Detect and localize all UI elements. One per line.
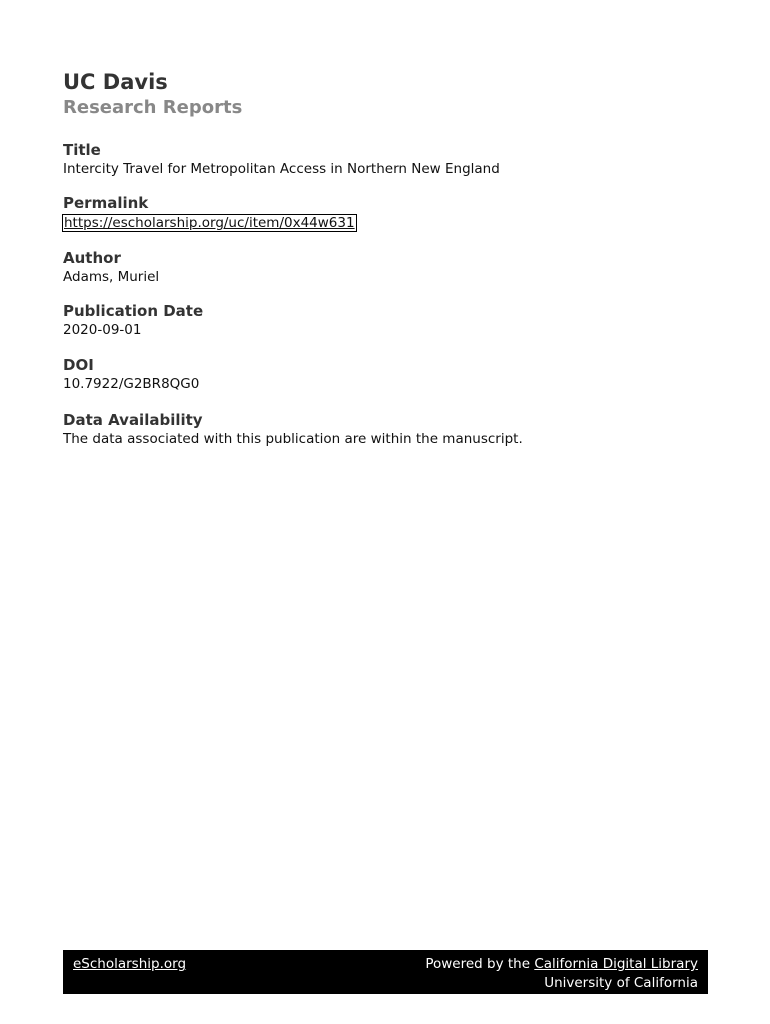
powered-by-text: Powered by the	[425, 956, 535, 972]
doi-value: 10.7922/G2BR8QG0	[63, 376, 200, 392]
publication-date-value: 2020-09-01	[63, 322, 142, 338]
title-value: Intercity Travel for Metropolitan Access in Northern New England	[63, 161, 500, 177]
powered-by-line	[425, 955, 698, 974]
permalink-field	[63, 193, 356, 233]
institution-name: UC Davis	[63, 70, 168, 94]
footer-left	[73, 955, 186, 974]
author-label: Author	[63, 249, 121, 267]
publication-date-label: Publication Date	[63, 302, 204, 320]
title-field	[63, 140, 500, 179]
publication-date-field	[63, 301, 203, 340]
doi-label: DOI	[63, 356, 94, 374]
permalink-label: Permalink	[63, 194, 149, 212]
author-value: Adams, Muriel	[63, 269, 160, 285]
footer-bar	[63, 950, 708, 994]
permalink-link[interactable]: https://escholarship.org/uc/item/0x44w631	[64, 215, 355, 231]
data-availability-field	[63, 410, 523, 449]
university-text: University of California	[544, 975, 698, 991]
doi-field	[63, 355, 199, 394]
data-availability-label: Data Availability	[63, 411, 203, 429]
title-label: Title	[63, 141, 101, 159]
footer-right	[425, 955, 698, 993]
escholarship-link[interactable]: eScholarship.org	[73, 956, 187, 972]
series-name: Research Reports	[63, 97, 243, 118]
data-availability-value: The data associated with this publication are within the manuscript.	[63, 431, 523, 447]
cdl-link[interactable]: California Digital Library	[534, 956, 698, 972]
author-field	[63, 248, 159, 287]
